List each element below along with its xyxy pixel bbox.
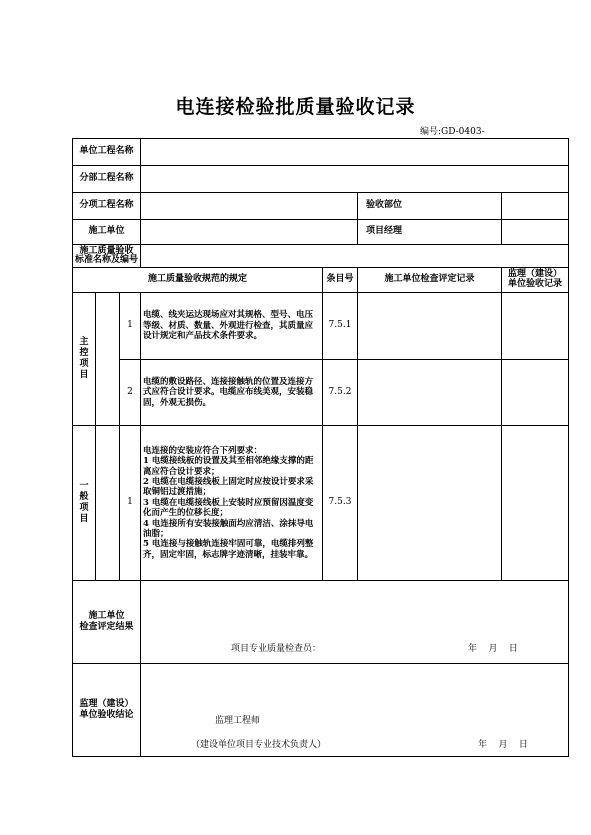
standard-value[interactable] [141, 245, 569, 268]
contractor-result-area[interactable] [141, 581, 569, 664]
general-item-contractor-record[interactable] [358, 426, 502, 581]
main-item-no: 2 [120, 360, 141, 426]
sub-project-value[interactable] [141, 166, 569, 193]
general-item-line: 1 电缆接线板的设置及其至相邻绝缘支撑的距离应符合设计要求； [143, 456, 314, 477]
general-char: 项 [79, 503, 89, 513]
main-item-clause: 7.5.1 [323, 293, 358, 360]
acceptance-part-label: 验收部位 [358, 193, 502, 220]
contractor-result-label-line2: 检查评定结果 [79, 622, 134, 632]
supervisor-result-date: 年 月 日 [478, 740, 528, 750]
main-control-char: 目 [79, 369, 89, 380]
main-item-clause: 7.5.2 [323, 360, 358, 426]
general-item-line: 4 电连接所有安装接触面均应清洁、涂抹导电油脂； [143, 518, 314, 539]
general-item-no: 1 [120, 426, 141, 581]
acceptance-form [72, 138, 569, 757]
item-project-label: 分项工程名称 [73, 193, 141, 220]
contractor-label: 施工单位 [73, 220, 141, 245]
unit-project-value[interactable] [141, 139, 569, 166]
acceptance-part-value[interactable] [502, 193, 569, 220]
general-char: 一 [79, 481, 89, 492]
supervisor-result-area[interactable] [141, 664, 569, 757]
general-item-clause: 7.5.3 [323, 426, 358, 581]
item-project-value[interactable] [141, 193, 358, 220]
page-title: 电连接检验批质量验收记录 [175, 96, 416, 118]
general-item-line: 3 电缆在电缆接线板上安装时应预留因温度变化而产生的位移长度； [143, 497, 314, 519]
supervisor-result-label [73, 664, 141, 757]
contractor-value[interactable] [141, 220, 358, 245]
header-spec: 施工质量验收规范的规定 [73, 268, 323, 293]
supervisor-tech-lead-label: （建设单位项目专业技术负责人） [191, 740, 327, 750]
main-item-supervisor-record[interactable] [502, 360, 569, 426]
project-manager-value[interactable] [502, 220, 569, 245]
header-supervisor-line1: 监理（建设） [507, 269, 562, 280]
general-item-line: 2 电缆在电缆接线板上固定时应按设计要求采取铜铝过渡措施； [143, 477, 314, 498]
header-supervisor-line2: 单位验收记录 [507, 279, 562, 289]
form-code-label: 编号: [420, 127, 442, 137]
general-char: 般 [79, 492, 89, 503]
main-item-text: 电缆、线夹运达现场应对其规格、型号、电压等级、材质、数量、外观进行检查，其质量应设计规定和产品技术条件要求。 [141, 293, 323, 360]
contractor-result-label [73, 581, 141, 664]
main-control-label [73, 293, 96, 426]
general-spacer [96, 426, 120, 581]
supervisor-engineer-label: 监理工程师 [215, 716, 261, 726]
general-item-line: 电连接的安装应符合下列要求： [143, 446, 263, 457]
main-control-char: 控 [79, 348, 89, 359]
main-item-supervisor-record[interactable] [502, 293, 569, 360]
main-control-char: 项 [79, 359, 89, 369]
contractor-result-label-line1: 施工单位 [88, 611, 125, 622]
general-item-line: 5 电连接与接触轨连接牢固可靠，电缆排列整齐，固定牢固，标志牌字迹清晰，挂装牢靠。 [143, 539, 314, 560]
contractor-inspector-label: 项目专业质量检查员： [231, 644, 322, 654]
form-code [420, 124, 485, 137]
header-contractor-check: 施工单位检查评定记录 [358, 268, 502, 293]
general-item-supervisor-record[interactable] [502, 426, 569, 581]
supervisor-result-label-line2: 单位验收结论 [79, 710, 134, 720]
supervisor-result-label-line1: 监理（建设） [79, 699, 134, 710]
standard-label-line2: 标准名称及编号 [75, 255, 139, 265]
standard-label [73, 245, 141, 268]
general-char: 目 [79, 513, 89, 524]
project-manager-label: 项目经理 [358, 220, 502, 245]
general-label [73, 426, 96, 581]
main-item-contractor-record[interactable] [358, 360, 502, 426]
main-item-no: 1 [120, 293, 141, 360]
main-control-char: 主 [79, 337, 89, 348]
main-control-spacer [96, 293, 120, 426]
standard-label-line1: 施工质量验收 [79, 245, 134, 256]
form-code-value: GD-0403- [441, 127, 485, 137]
unit-project-label: 单位工程名称 [73, 139, 141, 166]
sub-project-label: 分部工程名称 [73, 166, 141, 193]
header-clause: 条目号 [323, 268, 358, 293]
general-item-text [141, 426, 323, 581]
contractor-result-date: 年 月 日 [468, 644, 518, 654]
main-item-contractor-record[interactable] [358, 293, 502, 360]
main-item-text: 电缆的敷设路径、连接接触轨的位置及连接方式应符合设计要求。电缆应布线美观，安装稳固，外观无损伤。 [141, 360, 323, 426]
header-supervisor [502, 268, 569, 293]
